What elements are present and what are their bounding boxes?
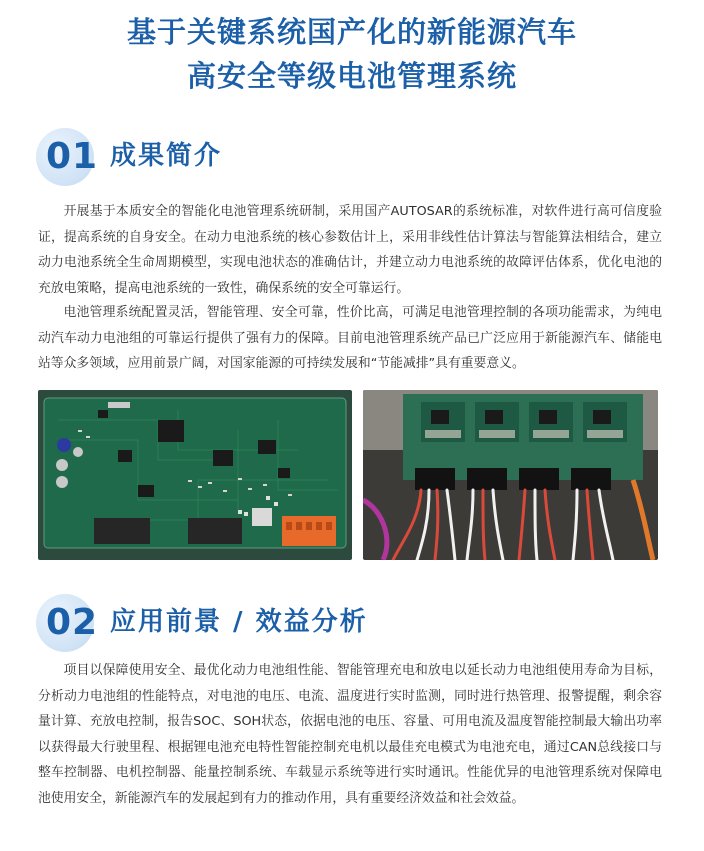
- document-title: [0, 10, 704, 98]
- section-2-header: [36, 594, 676, 652]
- title-line-1: 基于关键系统国产化的新能源汽车: [126, 15, 577, 49]
- section-number: 01: [46, 136, 99, 177]
- section-heading: 成果简介: [110, 141, 223, 171]
- title-line-2: 高安全等级电池管理系统: [186, 59, 517, 93]
- section-2-paragraph-1: 项目以保障使用安全、最优化动力电池组性能、智能管理充电和放电以延长动力电池组使用寿命为目标，分析动力电池组的性能特点，对电池的电压、电流、温度进行实时监测，同时进行热管理、报警提醒，剩余容量计算、充放电控制，报告SOC、SOH状态，依据电池的电压、容量、可用电流及温度智能控制最大输出功率以获得最大行驶里程、根据锂电池充电特性智能控制充电机以最佳充电模式为电池充电，通过CAN总线接口与整车控制器、电机控制器、能量控制系统、车载显示系统等进行实时通讯。性能优异的电池管理系统对保障电池使用安全，新能源汽车的发展起到有力的推动作用，具有重要经济效益和社会效益。: [38, 663, 662, 806]
- section-number: 02: [46, 602, 99, 643]
- wiring-harness-photo: [363, 390, 658, 560]
- section-heading: 应用前景 / 效益分析: [110, 607, 368, 637]
- section-1-header: [36, 128, 676, 186]
- section-1-paragraph-2: 电池管理系统配置灵活，智能管理、安全可靠，性价比高，可满足电池管理控制的各项功能需求，为纯电动汽车动力电池组的可靠运行提供了强有力的保障。目前电池管理系统产品已广泛应用于新能源汽车、储能电站等众多领域，应用前景广阔，对国家能源的可持续发展和“节能减排”具有重要意义。: [38, 305, 662, 371]
- section-1-paragraph-1: 开展基于本质安全的智能化电池管理系统研制，采用国产AUTOSAR的系统标准，对软件进行高可信度验证，提高系统的自身安全。在动力电池系统的核心参数估计上，采用非线性估计算法与智能算法相结合，建立动力电池系统全生命周期模型，实现电池状态的准确估计，并建立动力电池系统的故障评估体系，优化电池的充放电策略，提高电池系统的一致性，确保系统的安全可靠运行。: [38, 204, 662, 296]
- bms-board-photo: [38, 390, 352, 560]
